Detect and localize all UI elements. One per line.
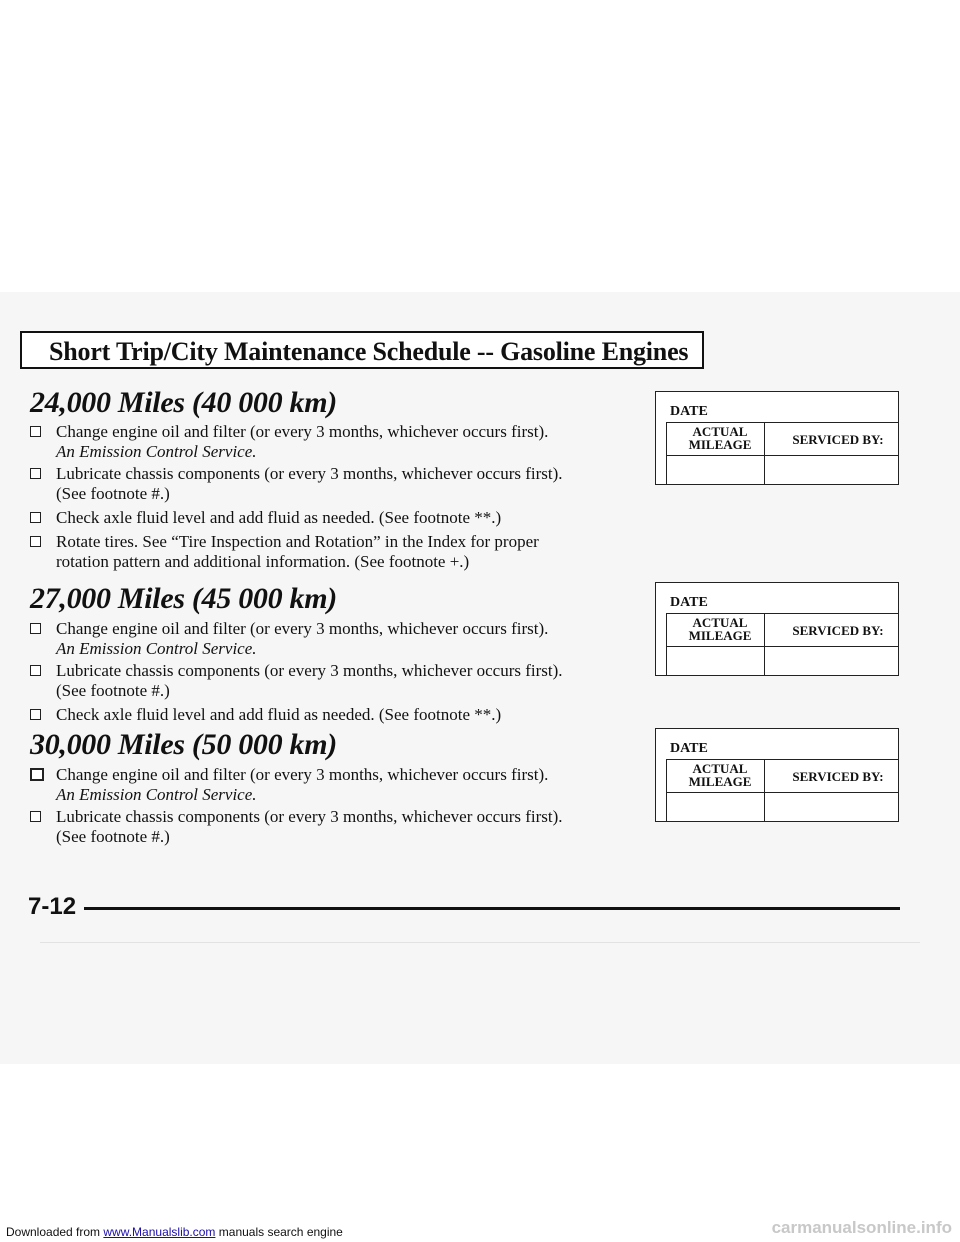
divider [40,942,920,943]
actual-mileage-label: ACTUAL MILEAGE [688,615,752,643]
date-label: DATE [670,404,708,419]
page-title: Short Trip/City Maintenance Schedule -- Gasoline Engines [49,337,689,366]
service-record-box [655,582,899,676]
checkbox[interactable] [30,426,41,437]
checklist-item: Check axle fluid level and add fluid as needed. (See footnote **.) [30,705,630,725]
service-record-box [655,728,899,822]
download-note: Downloaded from www.Manualslib.com manuals search engine [6,1225,343,1239]
checklist-item: Lubricate chassis components (or every 3 months, whichever occurs first). (See footnote #.) [30,464,630,504]
date-label: DATE [670,595,708,610]
date-label: DATE [670,741,708,756]
service-record-box [655,391,899,485]
checkbox[interactable] [30,768,44,781]
checkbox[interactable] [30,512,41,523]
checkbox[interactable] [30,665,41,676]
checkbox[interactable] [30,468,41,479]
serviced-by-label: SERVICED BY: [792,432,884,447]
serviced-by-label: SERVICED BY: [792,623,884,638]
section-heading-24000: 24,000 Miles (40 000 km) [30,386,337,419]
page-title-box [20,331,704,369]
checklist-item: Change engine oil and filter (or every 3 months, whichever occurs first). An Emission Control Service. [30,422,630,462]
checkbox[interactable] [30,709,41,720]
checklist-item: Lubricate chassis components (or every 3 months, whichever occurs first). (See footnote #.) [30,661,630,701]
checkbox[interactable] [30,623,41,634]
checkbox[interactable] [30,811,41,822]
page-number: 7-12 [28,893,77,920]
checklist-item: Change engine oil and filter (or every 3 months, whichever occurs first). An Emission Control Service. [30,765,630,805]
checklist-item: Check axle fluid level and add fluid as needed. (See footnote **.) [30,508,630,528]
section-heading-27000: 27,000 Miles (45 000 km) [30,582,337,615]
serviced-by-label: SERVICED BY: [792,769,884,784]
footer-rule [84,907,900,910]
actual-mileage-label: ACTUAL MILEAGE [688,424,752,452]
checklist-item: Rotate tires. See “Tire Inspection and Rotation” in the Index for proper rotation pattern and additional information. (See footnote +.) [30,532,630,572]
checklist-item: Change engine oil and filter (or every 3 months, whichever occurs first). An Emission Control Service. [30,619,630,659]
section-heading-30000: 30,000 Miles (50 000 km) [30,728,337,761]
checkbox[interactable] [30,536,41,547]
checklist-item: Lubricate chassis components (or every 3 months, whichever occurs first). (See footnote #.) [30,807,630,847]
manualslib-link[interactable]: www.Manualslib.com [103,1225,216,1239]
watermark: carmanualsonline.info [771,1218,952,1237]
actual-mileage-label: ACTUAL MILEAGE [688,761,752,789]
